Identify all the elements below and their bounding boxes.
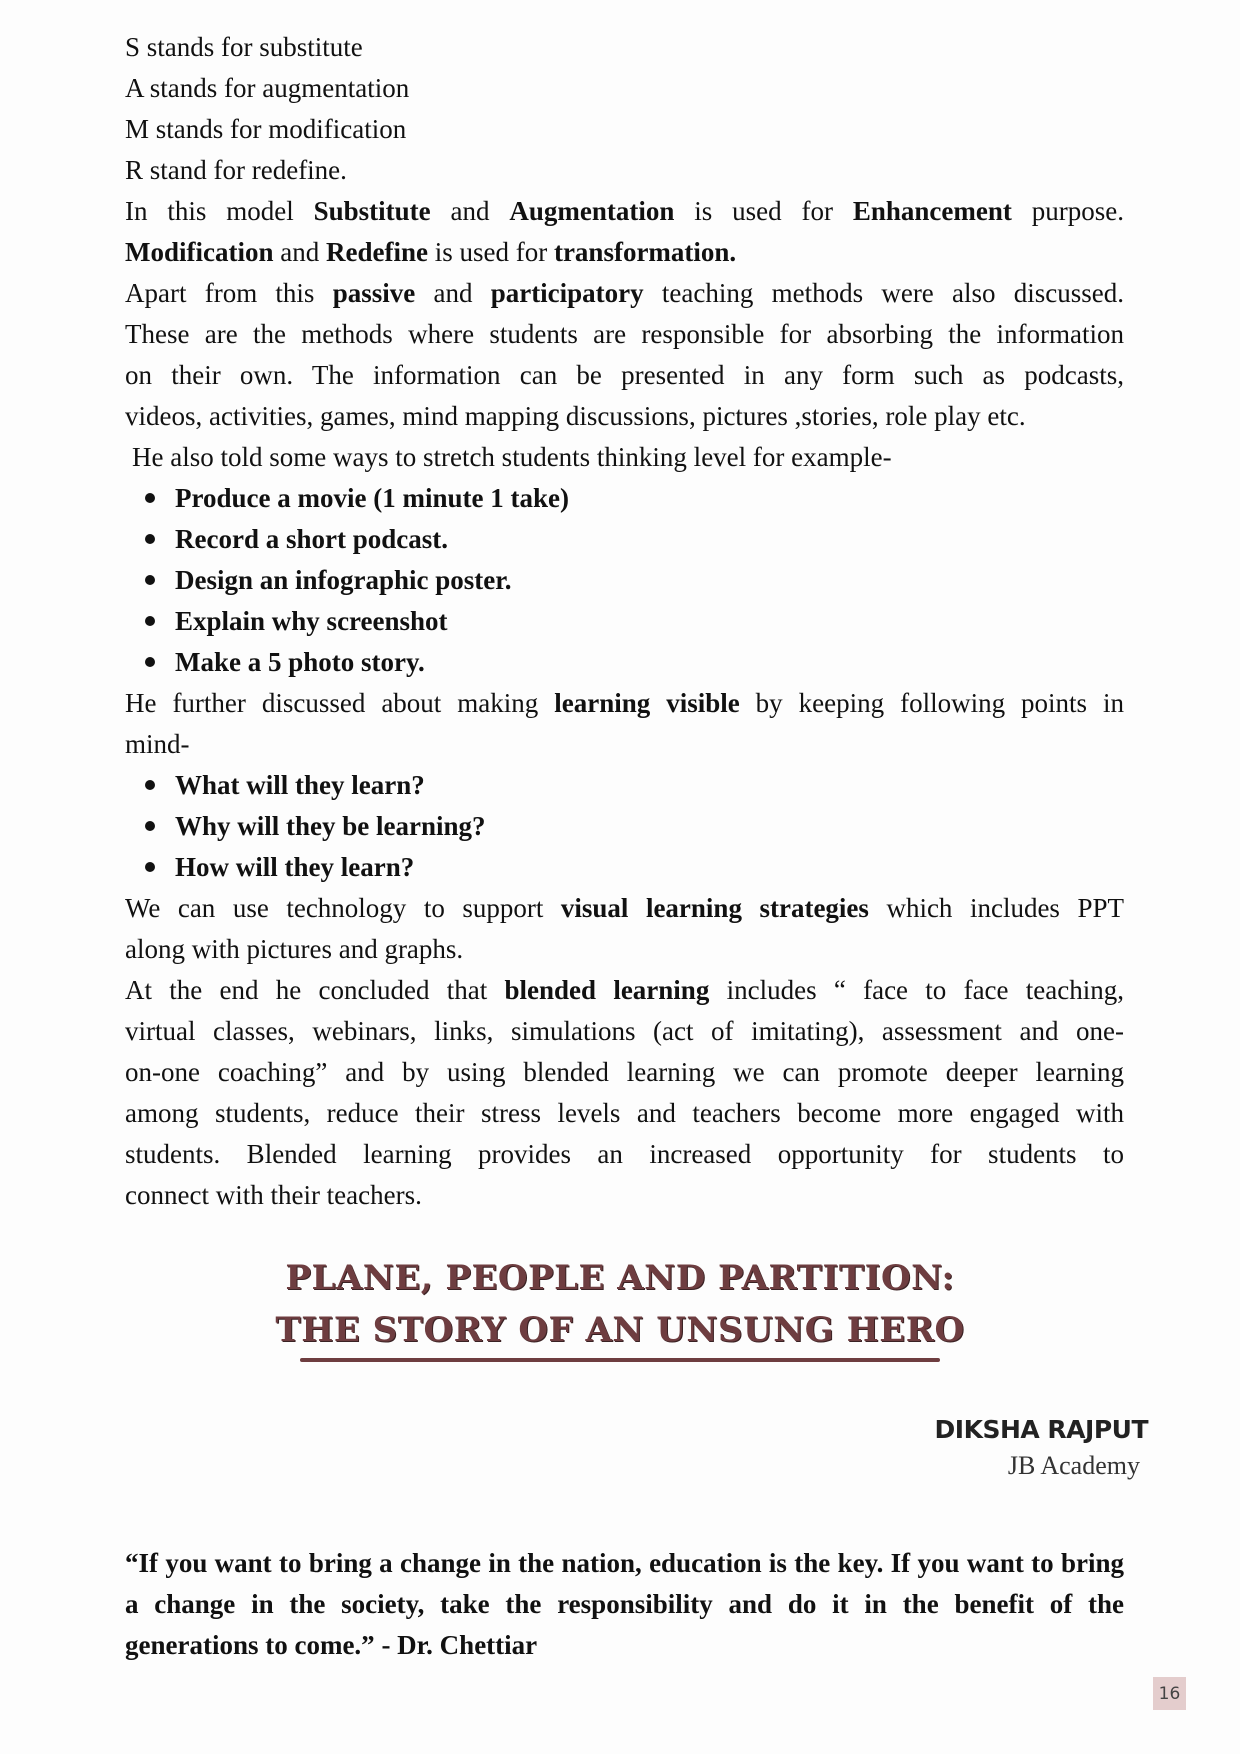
bold-term: Augmentation [509, 196, 675, 226]
list-item [125, 601, 1124, 642]
visible-paragraph-line [125, 683, 1124, 724]
quote-attribution: - Dr. Chettiar [374, 1630, 538, 1660]
bold-term: Redefine [325, 237, 428, 267]
tech-paragraph-line: along with pictures and graphs. [125, 934, 464, 964]
text-run: teaching methods were also discussed. [643, 278, 1124, 308]
samr-line-s: S stands for substitute [125, 32, 363, 62]
page-number: 16 [1153, 1677, 1186, 1710]
list-item-text: How will they learn? [175, 852, 415, 882]
author-school: JB Academy [1007, 1451, 1140, 1480]
list-item-text: Make a 5 photo story. [175, 647, 425, 677]
text-run: is used for [427, 237, 554, 267]
apart-paragraph-line: These are the methods where students are responsible for absorbing the information [125, 319, 1124, 349]
list-item [125, 642, 1124, 683]
bold-term: blended learning [504, 975, 710, 1005]
samr-line-r: R stand for redefine. [125, 155, 347, 185]
text-run: is used for [674, 196, 853, 226]
bold-term: Substitute [313, 196, 431, 226]
samr-line-a: A stands for augmentation [125, 73, 410, 103]
bullet-icon [145, 862, 155, 872]
quote-text: “If you want to bring a change in the nation, education is the key. If you want to bring a change in the society, take the responsibility and do it in the benefit of the generations to come.” [125, 1548, 1124, 1660]
bold-term: transformation. [553, 237, 737, 267]
title-underline [300, 1358, 940, 1362]
bullet-icon [145, 493, 155, 503]
text-run: and [273, 237, 326, 267]
visible-paragraph-line: mind- [125, 729, 190, 759]
blended-paragraph-line: on-one coaching” and by using blended learning we can promote deeper learning [125, 1057, 1124, 1087]
bold-term: learning visible [554, 688, 740, 718]
bullet-icon [145, 657, 155, 667]
apart-paragraph-line [125, 273, 1124, 314]
list-item-text: Explain why screenshot [175, 606, 448, 636]
blended-paragraph-line: connect with their teachers. [125, 1180, 422, 1210]
text-run: Apart from this [125, 278, 333, 308]
title-line-2: THE STORY OF AN UNSUNG HERO [275, 1310, 965, 1350]
bold-term: Modification [125, 237, 274, 267]
bullet-icon [145, 575, 155, 585]
blended-paragraph-line: students. Blended learning provides an increased opportunity for students to [125, 1139, 1124, 1169]
list-item-text: Design an infographic poster. [175, 565, 512, 595]
text-run: and [430, 196, 510, 226]
tech-paragraph-line [125, 888, 1124, 929]
bullet-icon [145, 534, 155, 544]
text-run: which includes PPT [868, 893, 1124, 923]
article-title [0, 1252, 1240, 1362]
bullet-icon [145, 780, 155, 790]
text-run: by keeping following points in [739, 688, 1125, 718]
list-item [125, 560, 1124, 601]
text-run: At the end he concluded that [125, 975, 505, 1005]
list-item [125, 847, 1124, 888]
stretch-intro: He also told some ways to stretch students thinking level for example- [132, 442, 892, 472]
samr-line-m: M stands for modification [125, 114, 407, 144]
list-item-text: Record a short podcast. [175, 524, 448, 554]
bullet-icon [145, 821, 155, 831]
text-run: purpose. [1011, 196, 1124, 226]
text-run: He further discussed about making [125, 688, 555, 718]
list-item [125, 765, 1124, 806]
model-paragraph-line [125, 232, 1124, 273]
text-run: We can use technology to support [125, 893, 561, 923]
blended-paragraph-line: virtual classes, webinars, links, simulations (act of imitating), assessment and one- [125, 1016, 1124, 1046]
visible-list [125, 765, 1124, 888]
list-item [125, 478, 1124, 519]
apart-paragraph-line: on their own. The information can be presented in any form such as podcasts, [125, 360, 1124, 390]
list-item-text: What will they learn? [175, 770, 425, 800]
author-name: DIKSHA RAJPUT [934, 1415, 1148, 1444]
bold-term: passive [332, 278, 416, 308]
bullet-icon [145, 616, 155, 626]
text-run: includes “ face to face teaching, [709, 975, 1124, 1005]
apart-paragraph-line: videos, activities, games, mind mapping discussions, pictures ,stories, role play etc. [125, 401, 1026, 431]
text-run: In this model [125, 196, 314, 226]
blended-paragraph-line: among students, reduce their stress levels and teachers become more engaged with [125, 1098, 1124, 1128]
list-item [125, 519, 1124, 560]
list-item-text: Produce a movie (1 minute 1 take) [175, 483, 569, 513]
opening-quote [125, 1543, 1124, 1666]
model-paragraph-line [125, 191, 1124, 232]
bold-term: participatory [490, 278, 644, 308]
title-line-1: PLANE, PEOPLE AND PARTITION: [285, 1258, 955, 1298]
bold-term: visual learning strategies [560, 893, 869, 923]
bold-term: Enhancement [852, 196, 1012, 226]
article-body [125, 27, 1124, 1216]
blended-paragraph-line [125, 970, 1124, 1011]
stretch-list [125, 478, 1124, 683]
list-item [125, 806, 1124, 847]
list-item-text: Why will they be learning? [175, 811, 486, 841]
text-run: and [415, 278, 491, 308]
